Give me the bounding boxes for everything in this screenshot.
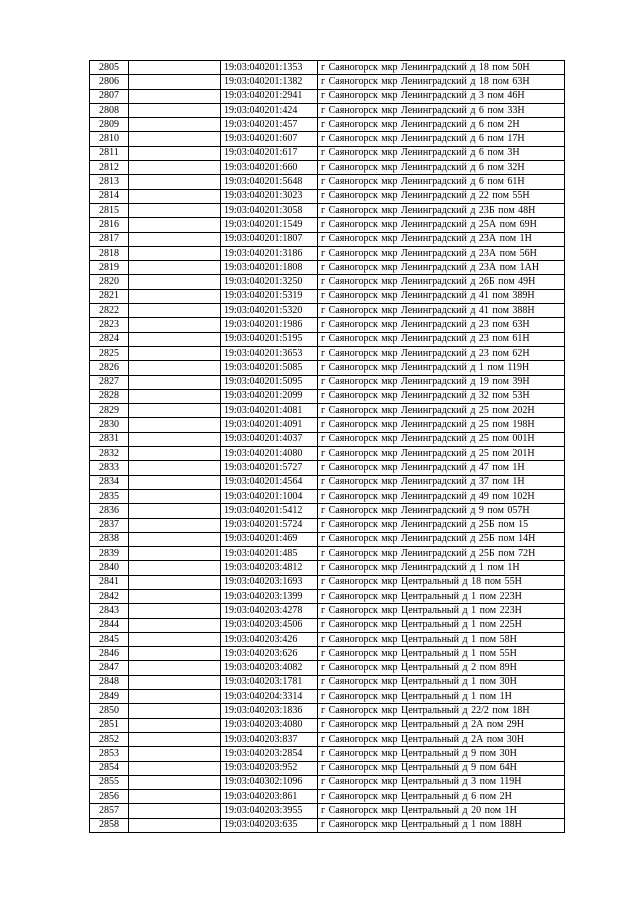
cadastral-number: 19:03:040201:457 bbox=[221, 118, 318, 132]
address: г Саяногорск мкр Ленинградский д 1 пом 119Н bbox=[318, 361, 565, 375]
cadastral-number: 19:03:040201:469 bbox=[221, 532, 318, 546]
empty-cell bbox=[129, 632, 221, 646]
cadastral-number: 19:03:040201:5724 bbox=[221, 518, 318, 532]
row-number: 2814 bbox=[90, 189, 129, 203]
empty-cell bbox=[129, 790, 221, 804]
table-row bbox=[90, 146, 565, 160]
empty-cell bbox=[129, 489, 221, 503]
row-number: 2840 bbox=[90, 561, 129, 575]
address: г Саяногорск мкр Центральный д 2А пом 29Н bbox=[318, 718, 565, 732]
row-number: 2829 bbox=[90, 404, 129, 418]
table-row bbox=[90, 761, 565, 775]
cadastral-number: 19:03:040203:1693 bbox=[221, 575, 318, 589]
cadastral-number: 19:03:040203:861 bbox=[221, 790, 318, 804]
address: г Саяногорск мкр Центральный д 6 пом 2Н bbox=[318, 790, 565, 804]
address: г Саяногорск мкр Центральный д 1 пом 223Н bbox=[318, 589, 565, 603]
address: г Саяногорск мкр Центральный д 18 пом 55Н bbox=[318, 575, 565, 589]
cadastral-number: 19:03:040201:4080 bbox=[221, 447, 318, 461]
row-number: 2815 bbox=[90, 203, 129, 217]
empty-cell bbox=[129, 118, 221, 132]
cadastral-number: 19:03:040201:5412 bbox=[221, 504, 318, 518]
row-number: 2816 bbox=[90, 218, 129, 232]
empty-cell bbox=[129, 561, 221, 575]
empty-cell bbox=[129, 575, 221, 589]
table-row bbox=[90, 575, 565, 589]
address: г Саяногорск мкр Ленинградский д 25 пом 201Н bbox=[318, 447, 565, 461]
empty-cell bbox=[129, 661, 221, 675]
address: г Саяногорск мкр Ленинградский д 23 пом 63Н bbox=[318, 318, 565, 332]
table-row bbox=[90, 718, 565, 732]
row-number: 2849 bbox=[90, 690, 129, 704]
cadastral-number: 19:03:040203:1399 bbox=[221, 589, 318, 603]
row-number: 2832 bbox=[90, 447, 129, 461]
empty-cell bbox=[129, 618, 221, 632]
cadastral-number: 19:03:040201:5095 bbox=[221, 375, 318, 389]
cadastral-number: 19:03:040203:4080 bbox=[221, 718, 318, 732]
table-row bbox=[90, 589, 565, 603]
row-number: 2811 bbox=[90, 146, 129, 160]
table-row bbox=[90, 532, 565, 546]
row-number: 2831 bbox=[90, 432, 129, 446]
row-number: 2813 bbox=[90, 175, 129, 189]
row-number: 2834 bbox=[90, 475, 129, 489]
empty-cell bbox=[129, 89, 221, 103]
row-number: 2857 bbox=[90, 804, 129, 818]
table-row bbox=[90, 604, 565, 618]
empty-cell bbox=[129, 61, 221, 75]
address: г Саяногорск мкр Центральный д 20 пом 1Н bbox=[318, 804, 565, 818]
empty-cell bbox=[129, 304, 221, 318]
cadastral-number: 19:03:040201:4081 bbox=[221, 404, 318, 418]
empty-cell bbox=[129, 232, 221, 246]
cadastral-number: 19:03:040201:1808 bbox=[221, 261, 318, 275]
table-row bbox=[90, 175, 565, 189]
table-row bbox=[90, 632, 565, 646]
cadastral-number: 19:03:040201:3023 bbox=[221, 189, 318, 203]
address: г Саяногорск мкр Ленинградский д 9 пом 057Н bbox=[318, 504, 565, 518]
property-registry-table bbox=[89, 60, 565, 833]
cadastral-number: 19:03:040201:4564 bbox=[221, 475, 318, 489]
table-row bbox=[90, 561, 565, 575]
cadastral-number: 19:03:040203:4278 bbox=[221, 604, 318, 618]
address: г Саяногорск мкр Ленинградский д 6 пом 17Н bbox=[318, 132, 565, 146]
empty-cell bbox=[129, 761, 221, 775]
cadastral-number: 19:03:040201:1382 bbox=[221, 75, 318, 89]
cadastral-number: 19:03:040203:2854 bbox=[221, 747, 318, 761]
table-row bbox=[90, 690, 565, 704]
address: г Саяногорск мкр Ленинградский д 23А пом 56Н bbox=[318, 246, 565, 260]
table-row bbox=[90, 332, 565, 346]
empty-cell bbox=[129, 103, 221, 117]
cadastral-number: 19:03:040201:2941 bbox=[221, 89, 318, 103]
row-number: 2842 bbox=[90, 589, 129, 603]
row-number: 2838 bbox=[90, 532, 129, 546]
address: г Саяногорск мкр Ленинградский д 26Б пом 49Н bbox=[318, 275, 565, 289]
address: г Саяногорск мкр Ленинградский д 25 пом 202Н bbox=[318, 404, 565, 418]
row-number: 2828 bbox=[90, 389, 129, 403]
table-row bbox=[90, 447, 565, 461]
address: г Саяногорск мкр Центральный д 1 пом 55Н bbox=[318, 647, 565, 661]
address: г Саяногорск мкр Ленинградский д 3 пом 46Н bbox=[318, 89, 565, 103]
empty-cell bbox=[129, 346, 221, 360]
row-number: 2841 bbox=[90, 575, 129, 589]
empty-cell bbox=[129, 289, 221, 303]
row-number: 2835 bbox=[90, 489, 129, 503]
table-row bbox=[90, 547, 565, 561]
cadastral-number: 19:03:040201:5727 bbox=[221, 461, 318, 475]
cadastral-number: 19:03:040201:607 bbox=[221, 132, 318, 146]
table-row bbox=[90, 75, 565, 89]
empty-cell bbox=[129, 175, 221, 189]
cadastral-number: 19:03:040201:5648 bbox=[221, 175, 318, 189]
address: г Саяногорск мкр Центральный д 2 пом 89Н bbox=[318, 661, 565, 675]
address: г Саяногорск мкр Ленинградский д 49 пом 102Н bbox=[318, 489, 565, 503]
address: г Саяногорск мкр Ленинградский д 41 пом 389Н bbox=[318, 289, 565, 303]
empty-cell bbox=[129, 203, 221, 217]
table-row bbox=[90, 518, 565, 532]
row-number: 2850 bbox=[90, 704, 129, 718]
row-number: 2823 bbox=[90, 318, 129, 332]
address: г Саяногорск мкр Центральный д 3 пом 119Н bbox=[318, 775, 565, 789]
cadastral-number: 19:03:040203:3955 bbox=[221, 804, 318, 818]
table-row bbox=[90, 118, 565, 132]
row-number: 2812 bbox=[90, 161, 129, 175]
cadastral-number: 19:03:040201:1986 bbox=[221, 318, 318, 332]
cadastral-number: 19:03:040201:1549 bbox=[221, 218, 318, 232]
empty-cell bbox=[129, 504, 221, 518]
empty-cell bbox=[129, 375, 221, 389]
address: г Саяногорск мкр Ленинградский д 23А пом 1АН bbox=[318, 261, 565, 275]
address: г Саяногорск мкр Ленинградский д 47 пом 1Н bbox=[318, 461, 565, 475]
empty-cell bbox=[129, 132, 221, 146]
table-row bbox=[90, 289, 565, 303]
address: г Саяногорск мкр Центральный д 1 пом 58Н bbox=[318, 632, 565, 646]
table-row bbox=[90, 203, 565, 217]
empty-cell bbox=[129, 361, 221, 375]
empty-cell bbox=[129, 275, 221, 289]
row-number: 2825 bbox=[90, 346, 129, 360]
address: г Саяногорск мкр Центральный д 2А пом 30Н bbox=[318, 732, 565, 746]
row-number: 2839 bbox=[90, 547, 129, 561]
cadastral-number: 19:03:040203:4082 bbox=[221, 661, 318, 675]
table-row bbox=[90, 346, 565, 360]
table-row bbox=[90, 418, 565, 432]
empty-cell bbox=[129, 690, 221, 704]
address: г Саяногорск мкр Центральный д 22/2 пом 18Н bbox=[318, 704, 565, 718]
address: г Саяногорск мкр Центральный д 1 пом 30Н bbox=[318, 675, 565, 689]
table-row bbox=[90, 790, 565, 804]
row-number: 2845 bbox=[90, 632, 129, 646]
row-number: 2818 bbox=[90, 246, 129, 260]
address: г Саяногорск мкр Ленинградский д 1 пом 1Н bbox=[318, 561, 565, 575]
address: г Саяногорск мкр Ленинградский д 19 пом 39Н bbox=[318, 375, 565, 389]
row-number: 2826 bbox=[90, 361, 129, 375]
table-row bbox=[90, 161, 565, 175]
table-row bbox=[90, 389, 565, 403]
row-number: 2805 bbox=[90, 61, 129, 75]
table-row bbox=[90, 489, 565, 503]
address: г Саяногорск мкр Центральный д 9 пом 64Н bbox=[318, 761, 565, 775]
table-row bbox=[90, 704, 565, 718]
cadastral-number: 19:03:040201:5319 bbox=[221, 289, 318, 303]
cadastral-number: 19:03:040203:952 bbox=[221, 761, 318, 775]
address: г Саяногорск мкр Ленинградский д 6 пом 2Н bbox=[318, 118, 565, 132]
row-number: 2810 bbox=[90, 132, 129, 146]
table-row bbox=[90, 304, 565, 318]
empty-cell bbox=[129, 518, 221, 532]
row-number: 2843 bbox=[90, 604, 129, 618]
address: г Саяногорск мкр Ленинградский д 25Б пом 72Н bbox=[318, 547, 565, 561]
cadastral-number: 19:03:040203:626 bbox=[221, 647, 318, 661]
cadastral-number: 19:03:040201:3653 bbox=[221, 346, 318, 360]
row-number: 2830 bbox=[90, 418, 129, 432]
empty-cell bbox=[129, 804, 221, 818]
cadastral-number: 19:03:040203:635 bbox=[221, 818, 318, 832]
table-row bbox=[90, 775, 565, 789]
row-number: 2822 bbox=[90, 304, 129, 318]
empty-cell bbox=[129, 704, 221, 718]
cadastral-number: 19:03:040203:1781 bbox=[221, 675, 318, 689]
table-row bbox=[90, 661, 565, 675]
empty-cell bbox=[129, 389, 221, 403]
address: г Саяногорск мкр Ленинградский д 25А пом 69Н bbox=[318, 218, 565, 232]
cadastral-number: 19:03:040201:3058 bbox=[221, 203, 318, 217]
row-number: 2851 bbox=[90, 718, 129, 732]
row-number: 2846 bbox=[90, 647, 129, 661]
table-row bbox=[90, 218, 565, 232]
row-number: 2856 bbox=[90, 790, 129, 804]
address: г Саяногорск мкр Ленинградский д 23 пом 62Н bbox=[318, 346, 565, 360]
cadastral-number: 19:03:040203:4812 bbox=[221, 561, 318, 575]
row-number: 2837 bbox=[90, 518, 129, 532]
row-number: 2847 bbox=[90, 661, 129, 675]
row-number: 2854 bbox=[90, 761, 129, 775]
empty-cell bbox=[129, 589, 221, 603]
empty-cell bbox=[129, 318, 221, 332]
cadastral-number: 19:03:040302:1096 bbox=[221, 775, 318, 789]
empty-cell bbox=[129, 75, 221, 89]
cadastral-number: 19:03:040201:485 bbox=[221, 547, 318, 561]
row-number: 2809 bbox=[90, 118, 129, 132]
table-row bbox=[90, 318, 565, 332]
row-number: 2807 bbox=[90, 89, 129, 103]
row-number: 2853 bbox=[90, 747, 129, 761]
address: г Саяногорск мкр Ленинградский д 18 пом 50Н bbox=[318, 61, 565, 75]
cadastral-number: 19:03:040203:426 bbox=[221, 632, 318, 646]
table-row bbox=[90, 61, 565, 75]
address: г Саяногорск мкр Ленинградский д 25Б пом 14Н bbox=[318, 532, 565, 546]
cadastral-number: 19:03:040201:4091 bbox=[221, 418, 318, 432]
address: г Саяногорск мкр Центральный д 1 пом 225Н bbox=[318, 618, 565, 632]
table-row bbox=[90, 232, 565, 246]
row-number: 2836 bbox=[90, 504, 129, 518]
row-number: 2817 bbox=[90, 232, 129, 246]
cadastral-number: 19:03:040201:2099 bbox=[221, 389, 318, 403]
empty-cell bbox=[129, 775, 221, 789]
table-row bbox=[90, 804, 565, 818]
address: г Саяногорск мкр Ленинградский д 22 пом 55Н bbox=[318, 189, 565, 203]
table-row bbox=[90, 132, 565, 146]
address: г Саяногорск мкр Центральный д 1 пом 223Н bbox=[318, 604, 565, 618]
address: г Саяногорск мкр Ленинградский д 23 пом 61Н bbox=[318, 332, 565, 346]
row-number: 2852 bbox=[90, 732, 129, 746]
cadastral-number: 19:03:040204:3314 bbox=[221, 690, 318, 704]
cadastral-number: 19:03:040201:3186 bbox=[221, 246, 318, 260]
cadastral-number: 19:03:040201:1353 bbox=[221, 61, 318, 75]
cadastral-number: 19:03:040201:5085 bbox=[221, 361, 318, 375]
table-row bbox=[90, 89, 565, 103]
row-number: 2848 bbox=[90, 675, 129, 689]
table-row bbox=[90, 404, 565, 418]
cadastral-number: 19:03:040201:1004 bbox=[221, 489, 318, 503]
empty-cell bbox=[129, 604, 221, 618]
empty-cell bbox=[129, 461, 221, 475]
table-row bbox=[90, 189, 565, 203]
address: г Саяногорск мкр Ленинградский д 18 пом 63Н bbox=[318, 75, 565, 89]
table-body bbox=[90, 61, 565, 833]
empty-cell bbox=[129, 261, 221, 275]
address: г Саяногорск мкр Ленинградский д 6 пом 61Н bbox=[318, 175, 565, 189]
address: г Саяногорск мкр Центральный д 1 пом 188Н bbox=[318, 818, 565, 832]
cadastral-number: 19:03:040201:5195 bbox=[221, 332, 318, 346]
address: г Саяногорск мкр Ленинградский д 32 пом 53Н bbox=[318, 389, 565, 403]
address: г Саяногорск мкр Ленинградский д 6 пом 33Н bbox=[318, 103, 565, 117]
cadastral-number: 19:03:040201:660 bbox=[221, 161, 318, 175]
row-number: 2858 bbox=[90, 818, 129, 832]
empty-cell bbox=[129, 246, 221, 260]
table-row bbox=[90, 361, 565, 375]
address: г Саяногорск мкр Ленинградский д 37 пом 1Н bbox=[318, 475, 565, 489]
address: г Саяногорск мкр Центральный д 1 пом 1Н bbox=[318, 690, 565, 704]
address: г Саяногорск мкр Ленинградский д 23А пом 1Н bbox=[318, 232, 565, 246]
table-row bbox=[90, 103, 565, 117]
empty-cell bbox=[129, 189, 221, 203]
empty-cell bbox=[129, 475, 221, 489]
table-row bbox=[90, 475, 565, 489]
empty-cell bbox=[129, 161, 221, 175]
empty-cell bbox=[129, 332, 221, 346]
cadastral-number: 19:03:040203:4506 bbox=[221, 618, 318, 632]
table-row bbox=[90, 647, 565, 661]
empty-cell bbox=[129, 547, 221, 561]
row-number: 2806 bbox=[90, 75, 129, 89]
address: г Саяногорск мкр Ленинградский д 6 пом 3Н bbox=[318, 146, 565, 160]
empty-cell bbox=[129, 718, 221, 732]
empty-cell bbox=[129, 447, 221, 461]
table-row bbox=[90, 246, 565, 260]
table-row bbox=[90, 747, 565, 761]
row-number: 2824 bbox=[90, 332, 129, 346]
row-number: 2833 bbox=[90, 461, 129, 475]
cadastral-number: 19:03:040201:617 bbox=[221, 146, 318, 160]
address: г Саяногорск мкр Ленинградский д 25Б пом 15 bbox=[318, 518, 565, 532]
address: г Саяногорск мкр Центральный д 9 пом 30Н bbox=[318, 747, 565, 761]
empty-cell bbox=[129, 404, 221, 418]
cadastral-number: 19:03:040201:3250 bbox=[221, 275, 318, 289]
table-row bbox=[90, 818, 565, 832]
table-row bbox=[90, 432, 565, 446]
table-row bbox=[90, 461, 565, 475]
address: г Саяногорск мкр Ленинградский д 23Б пом 48Н bbox=[318, 203, 565, 217]
table-row bbox=[90, 261, 565, 275]
empty-cell bbox=[129, 432, 221, 446]
row-number: 2821 bbox=[90, 289, 129, 303]
table-row bbox=[90, 375, 565, 389]
table-row bbox=[90, 504, 565, 518]
cadastral-number: 19:03:040201:424 bbox=[221, 103, 318, 117]
empty-cell bbox=[129, 647, 221, 661]
row-number: 2855 bbox=[90, 775, 129, 789]
empty-cell bbox=[129, 532, 221, 546]
cadastral-number: 19:03:040203:837 bbox=[221, 732, 318, 746]
empty-cell bbox=[129, 418, 221, 432]
cadastral-number: 19:03:040201:1807 bbox=[221, 232, 318, 246]
empty-cell bbox=[129, 675, 221, 689]
table-row bbox=[90, 618, 565, 632]
empty-cell bbox=[129, 747, 221, 761]
empty-cell bbox=[129, 818, 221, 832]
row-number: 2844 bbox=[90, 618, 129, 632]
cadastral-number: 19:03:040201:4037 bbox=[221, 432, 318, 446]
address: г Саяногорск мкр Ленинградский д 41 пом 388Н bbox=[318, 304, 565, 318]
cadastral-number: 19:03:040203:1836 bbox=[221, 704, 318, 718]
table-row bbox=[90, 275, 565, 289]
cadastral-number: 19:03:040201:5320 bbox=[221, 304, 318, 318]
address: г Саяногорск мкр Ленинградский д 25 пом 198Н bbox=[318, 418, 565, 432]
row-number: 2819 bbox=[90, 261, 129, 275]
empty-cell bbox=[129, 218, 221, 232]
empty-cell bbox=[129, 732, 221, 746]
row-number: 2820 bbox=[90, 275, 129, 289]
table-row bbox=[90, 732, 565, 746]
row-number: 2808 bbox=[90, 103, 129, 117]
empty-cell bbox=[129, 146, 221, 160]
address: г Саяногорск мкр Ленинградский д 25 пом 001Н bbox=[318, 432, 565, 446]
row-number: 2827 bbox=[90, 375, 129, 389]
address: г Саяногорск мкр Ленинградский д 6 пом 32Н bbox=[318, 161, 565, 175]
table-row bbox=[90, 675, 565, 689]
